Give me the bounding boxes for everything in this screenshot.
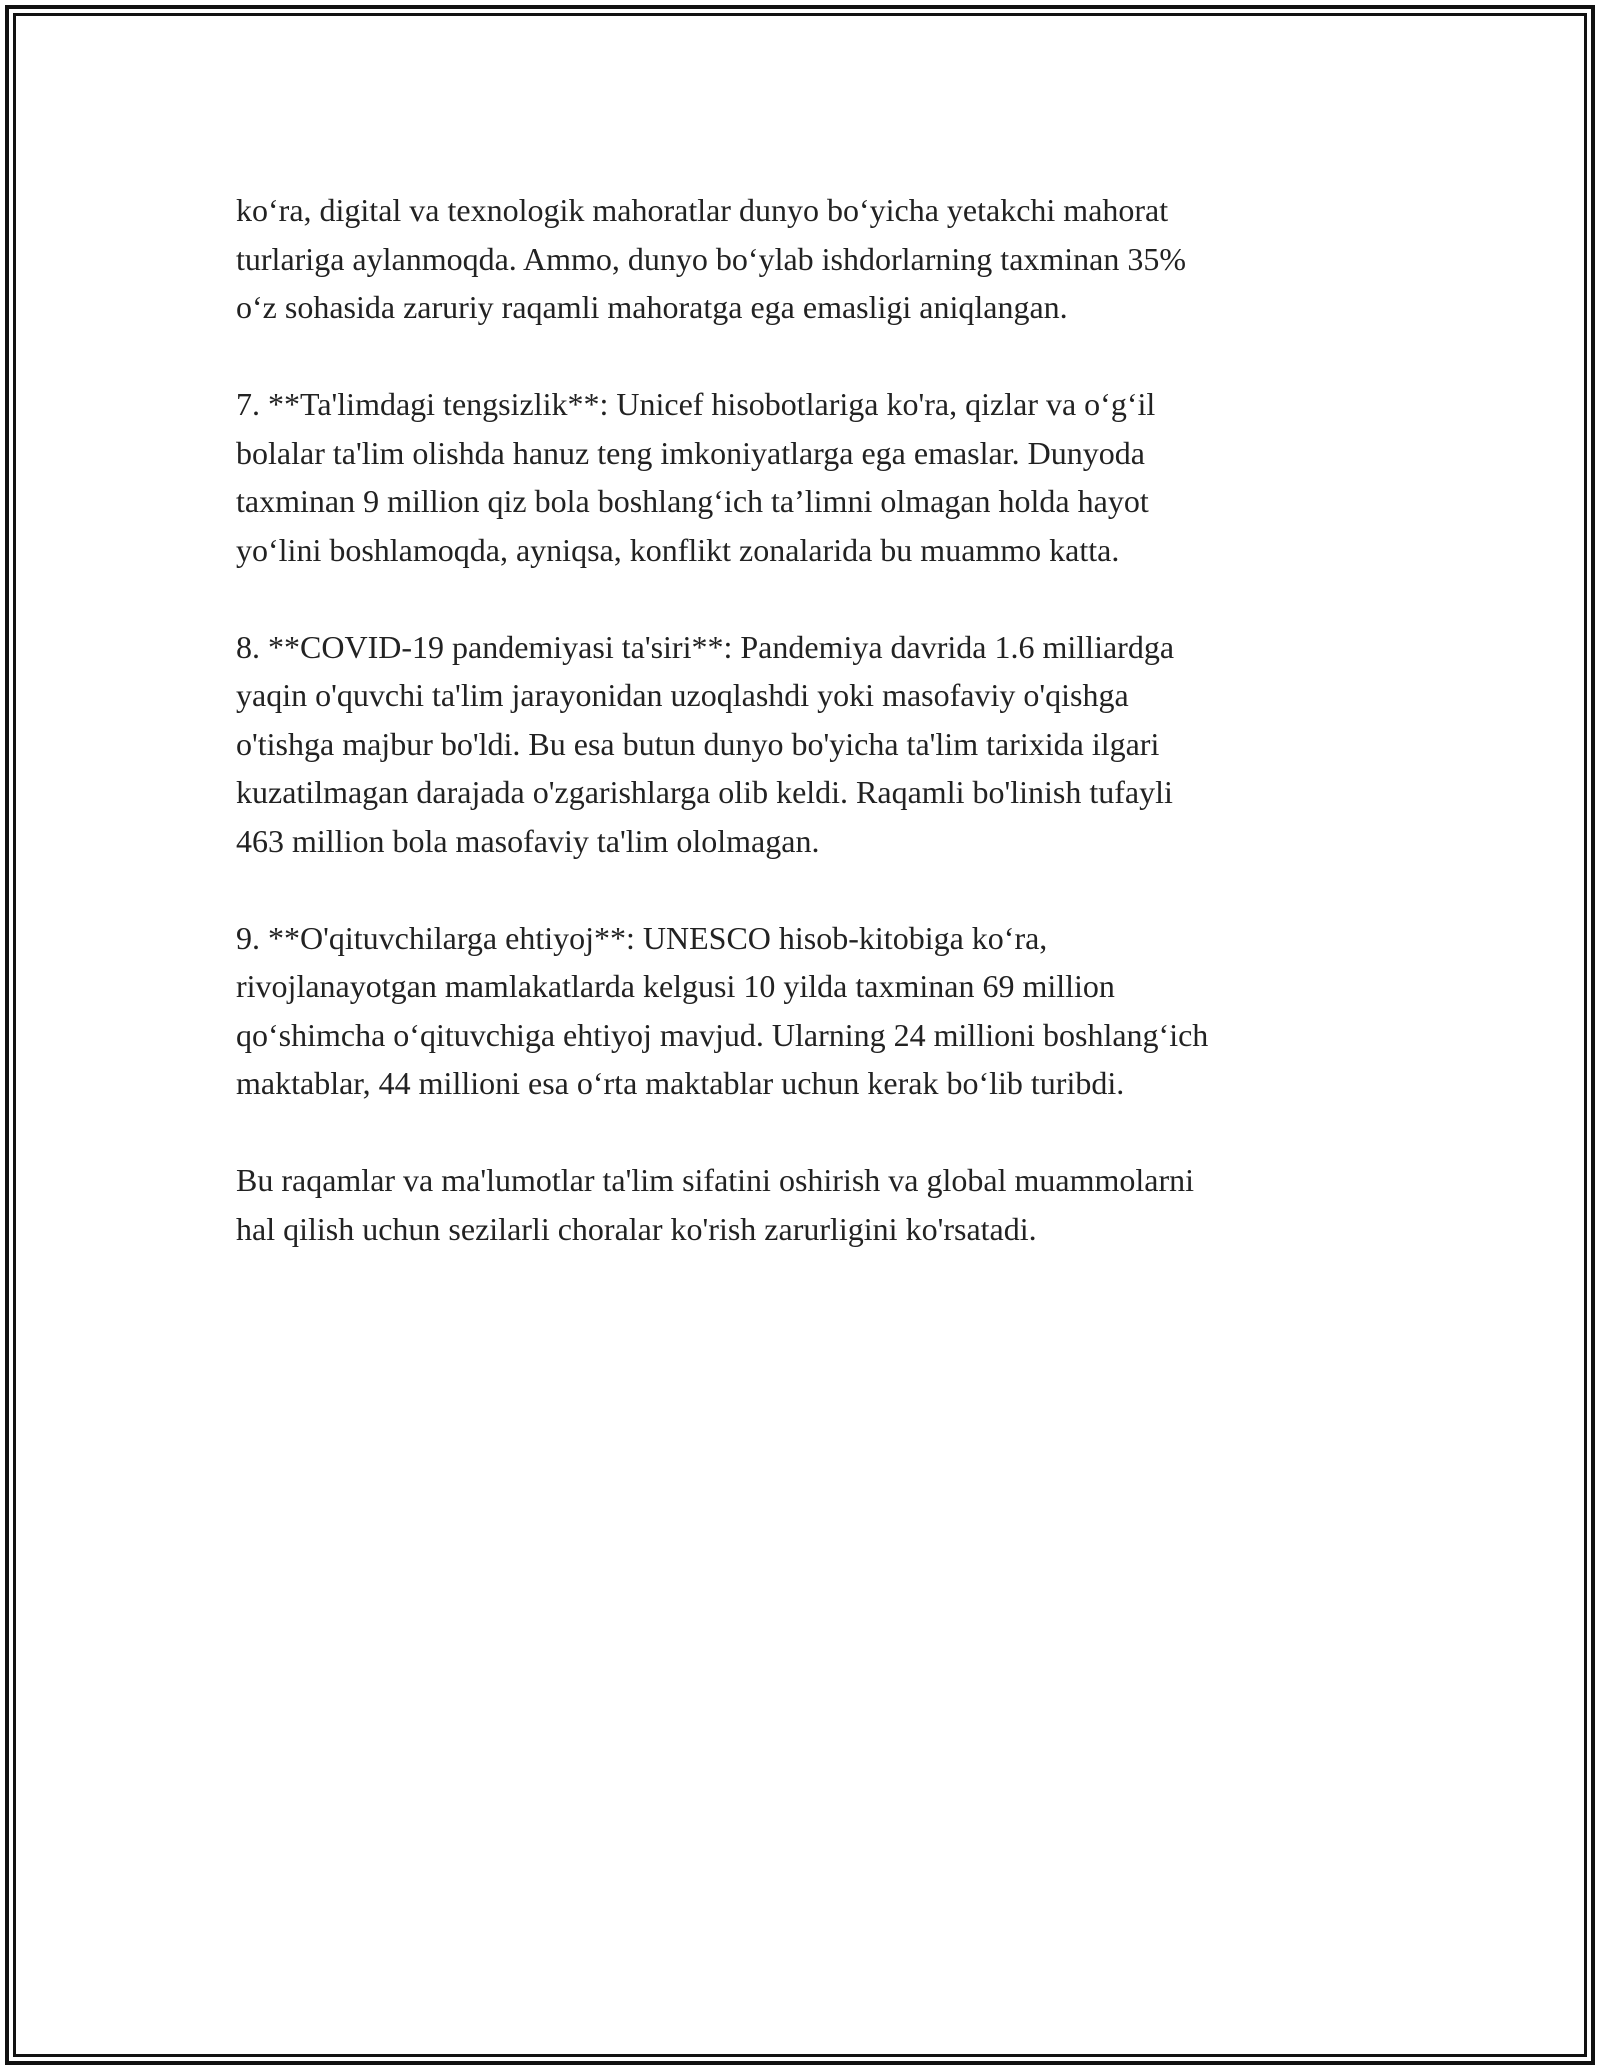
paragraph-digital-skills: ko‘ra, digital va texnologik mahoratlar dunyo bo‘yicha yetakchi mahorat turlariga aylanmoqda. Ammo, dunyo bo‘ylab ishdorlarning taxminan 35% o‘z sohasida zaruriy raqamli mahoratga ega emasligi aniqlangan.	[236, 192, 1187, 325]
document-body	[236, 186, 1366, 1302]
paragraph-covid-impact: 8. **COVID-19 pandemiyasi ta'siri**: Pandemiya davrida 1.6 milliardga yaqin o'quvchi ta'lim jarayonidan uzoqlashdi yoki masofaviy o'qishga o'tishga majbur bo'ldi. Bu esa butun dunyo bo'yicha ta'lim tarixida ilgari kuzatilmagan darajada o'zgarishlarga olib keldi. Raqamli bo'linish tufayli 463 million bola masofaviy ta'lim ololmagan.	[236, 628, 1175, 859]
paragraph-teacher-demand: 9. **O'qituvchilarga ehtiyoj**: UNESCO hisob-kitobiga ko‘ra, rivojlanayotgan mamlakatlarda kelgusi 10 yilda taxminan 69 million qo‘shimcha o‘qituvchiga ehtiyoj mavjud. Ularning 24 millioni boshlang‘ich maktablar, 44 millioni esa o‘rta maktablar uchun kerak bo‘lib turibdi.	[236, 919, 1209, 1101]
paragraph-conclusion: Bu raqamlar va ma'lumotlar ta'lim sifatini oshirish va global muammolarni hal qilish uchun sezilarli choralar ko'rish zarurligini ko'rsatadi.	[236, 1162, 1194, 1247]
paragraph-education-inequality: 7. **Ta'limdagi tengsizlik**: Unicef hisobotlariga ko'ra, qizlar va o‘g‘il bolalar ta'lim olishda hanuz teng imkoniyatlarga ega emaslar. Dunyoda taxminan 9 million qiz bola boshlang‘ich ta’limni olmagan holda hayot yo‘lini boshlamoqda, ayniqsa, konflikt zonalarida bu muammo katta.	[236, 386, 1156, 568]
